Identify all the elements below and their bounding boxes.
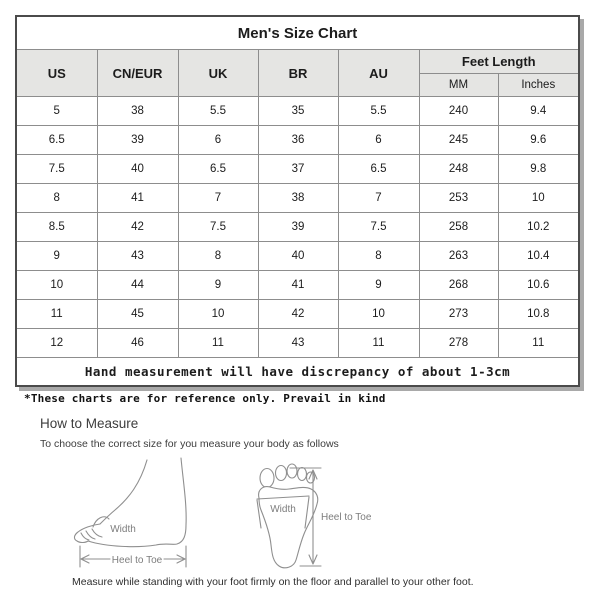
cell: 38	[258, 184, 338, 213]
cell: 38	[97, 97, 178, 126]
cell: 36	[258, 126, 338, 155]
cell: 10.6	[498, 271, 579, 300]
cell: 10	[498, 184, 579, 213]
col-header-uk: UK	[178, 50, 258, 97]
cell: 6.5	[338, 155, 419, 184]
cell: 10.2	[498, 213, 579, 242]
how-to-measure-title: How to Measure	[40, 416, 139, 431]
cell: 258	[419, 213, 498, 242]
cell: 8.5	[16, 213, 97, 242]
table-row	[16, 271, 579, 300]
cell: 42	[97, 213, 178, 242]
cell: 43	[258, 329, 338, 358]
cell: 8	[16, 184, 97, 213]
cell: 10	[338, 300, 419, 329]
cell: 5	[16, 97, 97, 126]
reference-note: *These charts are for reference only. Prevail in kind	[24, 392, 386, 405]
cell: 40	[258, 242, 338, 271]
cell: 46	[97, 329, 178, 358]
cell: 40	[97, 155, 178, 184]
cell: 7.5	[178, 213, 258, 242]
cell: 7.5	[338, 213, 419, 242]
cell: 8	[178, 242, 258, 271]
col-header-br: BR	[258, 50, 338, 97]
cell: 263	[419, 242, 498, 271]
cell: 10.8	[498, 300, 579, 329]
table-row	[16, 213, 579, 242]
cell: 11	[178, 329, 258, 358]
cell: 12	[16, 329, 97, 358]
side-heel-to-toe-label: Heel to Toe	[111, 555, 163, 566]
table-row	[16, 155, 579, 184]
how-to-measure-subtitle: To choose the correct size for you measure your body as follows	[40, 438, 339, 450]
cell: 42	[258, 300, 338, 329]
cell: 11	[338, 329, 419, 358]
col-header-feet-length: Feet Length	[419, 50, 579, 74]
cell: 9	[16, 242, 97, 271]
title-row	[16, 16, 579, 50]
cell: 9	[178, 271, 258, 300]
col-header-us: US	[16, 50, 97, 97]
cell: 6	[178, 126, 258, 155]
table-row	[16, 329, 579, 358]
foot-measurement-diagram	[55, 448, 435, 580]
chart-title: Men's Size Chart	[16, 16, 579, 50]
cell: 9.8	[498, 155, 579, 184]
cell: 11	[498, 329, 579, 358]
cell: 39	[258, 213, 338, 242]
table-row	[16, 97, 579, 126]
cell: 6	[338, 126, 419, 155]
cell: 8	[338, 242, 419, 271]
cell: 37	[258, 155, 338, 184]
cell: 245	[419, 126, 498, 155]
foot-side-view-illustration	[74, 458, 186, 567]
cell: 35	[258, 97, 338, 126]
cell: 6.5	[16, 126, 97, 155]
measure-instruction: Measure while standing with your foot firmly on the floor and parallel to your other foot.	[72, 576, 474, 588]
table-row	[16, 126, 579, 155]
cell: 268	[419, 271, 498, 300]
note-row	[16, 358, 579, 387]
cell: 240	[419, 97, 498, 126]
col-header-mm: MM	[419, 74, 498, 97]
cell: 7	[178, 184, 258, 213]
cell: 44	[97, 271, 178, 300]
size-chart-table	[15, 15, 580, 387]
cell: 5.5	[338, 97, 419, 126]
table-row	[16, 242, 579, 271]
cell: 10.4	[498, 242, 579, 271]
cell: 11	[16, 300, 97, 329]
table-row	[16, 184, 579, 213]
side-width-label: Width	[110, 524, 136, 535]
table-row	[16, 300, 579, 329]
cell: 273	[419, 300, 498, 329]
col-header-cn-eur: CN/EUR	[97, 50, 178, 97]
cell: 6.5	[178, 155, 258, 184]
cell: 39	[97, 126, 178, 155]
cell: 41	[97, 184, 178, 213]
header-row	[16, 50, 579, 74]
sole-heel-to-toe-label: Heel to Toe	[321, 512, 372, 523]
sole-width-label: Width	[270, 504, 296, 515]
cell: 41	[258, 271, 338, 300]
cell: 7	[338, 184, 419, 213]
cell: 43	[97, 242, 178, 271]
col-header-inches: Inches	[498, 74, 579, 97]
cell: 10	[178, 300, 258, 329]
cell: 10	[16, 271, 97, 300]
cell: 9.6	[498, 126, 579, 155]
cell: 278	[419, 329, 498, 358]
cell: 9.4	[498, 97, 579, 126]
cell: 248	[419, 155, 498, 184]
cell: 45	[97, 300, 178, 329]
cell: 253	[419, 184, 498, 213]
foot-sole-illustration	[257, 464, 372, 568]
cell: 5.5	[178, 97, 258, 126]
cell: 7.5	[16, 155, 97, 184]
measurement-discrepancy-note: Hand measurement will have discrepancy of about 1-3cm	[16, 358, 579, 387]
col-header-au: AU	[338, 50, 419, 97]
cell: 9	[338, 271, 419, 300]
